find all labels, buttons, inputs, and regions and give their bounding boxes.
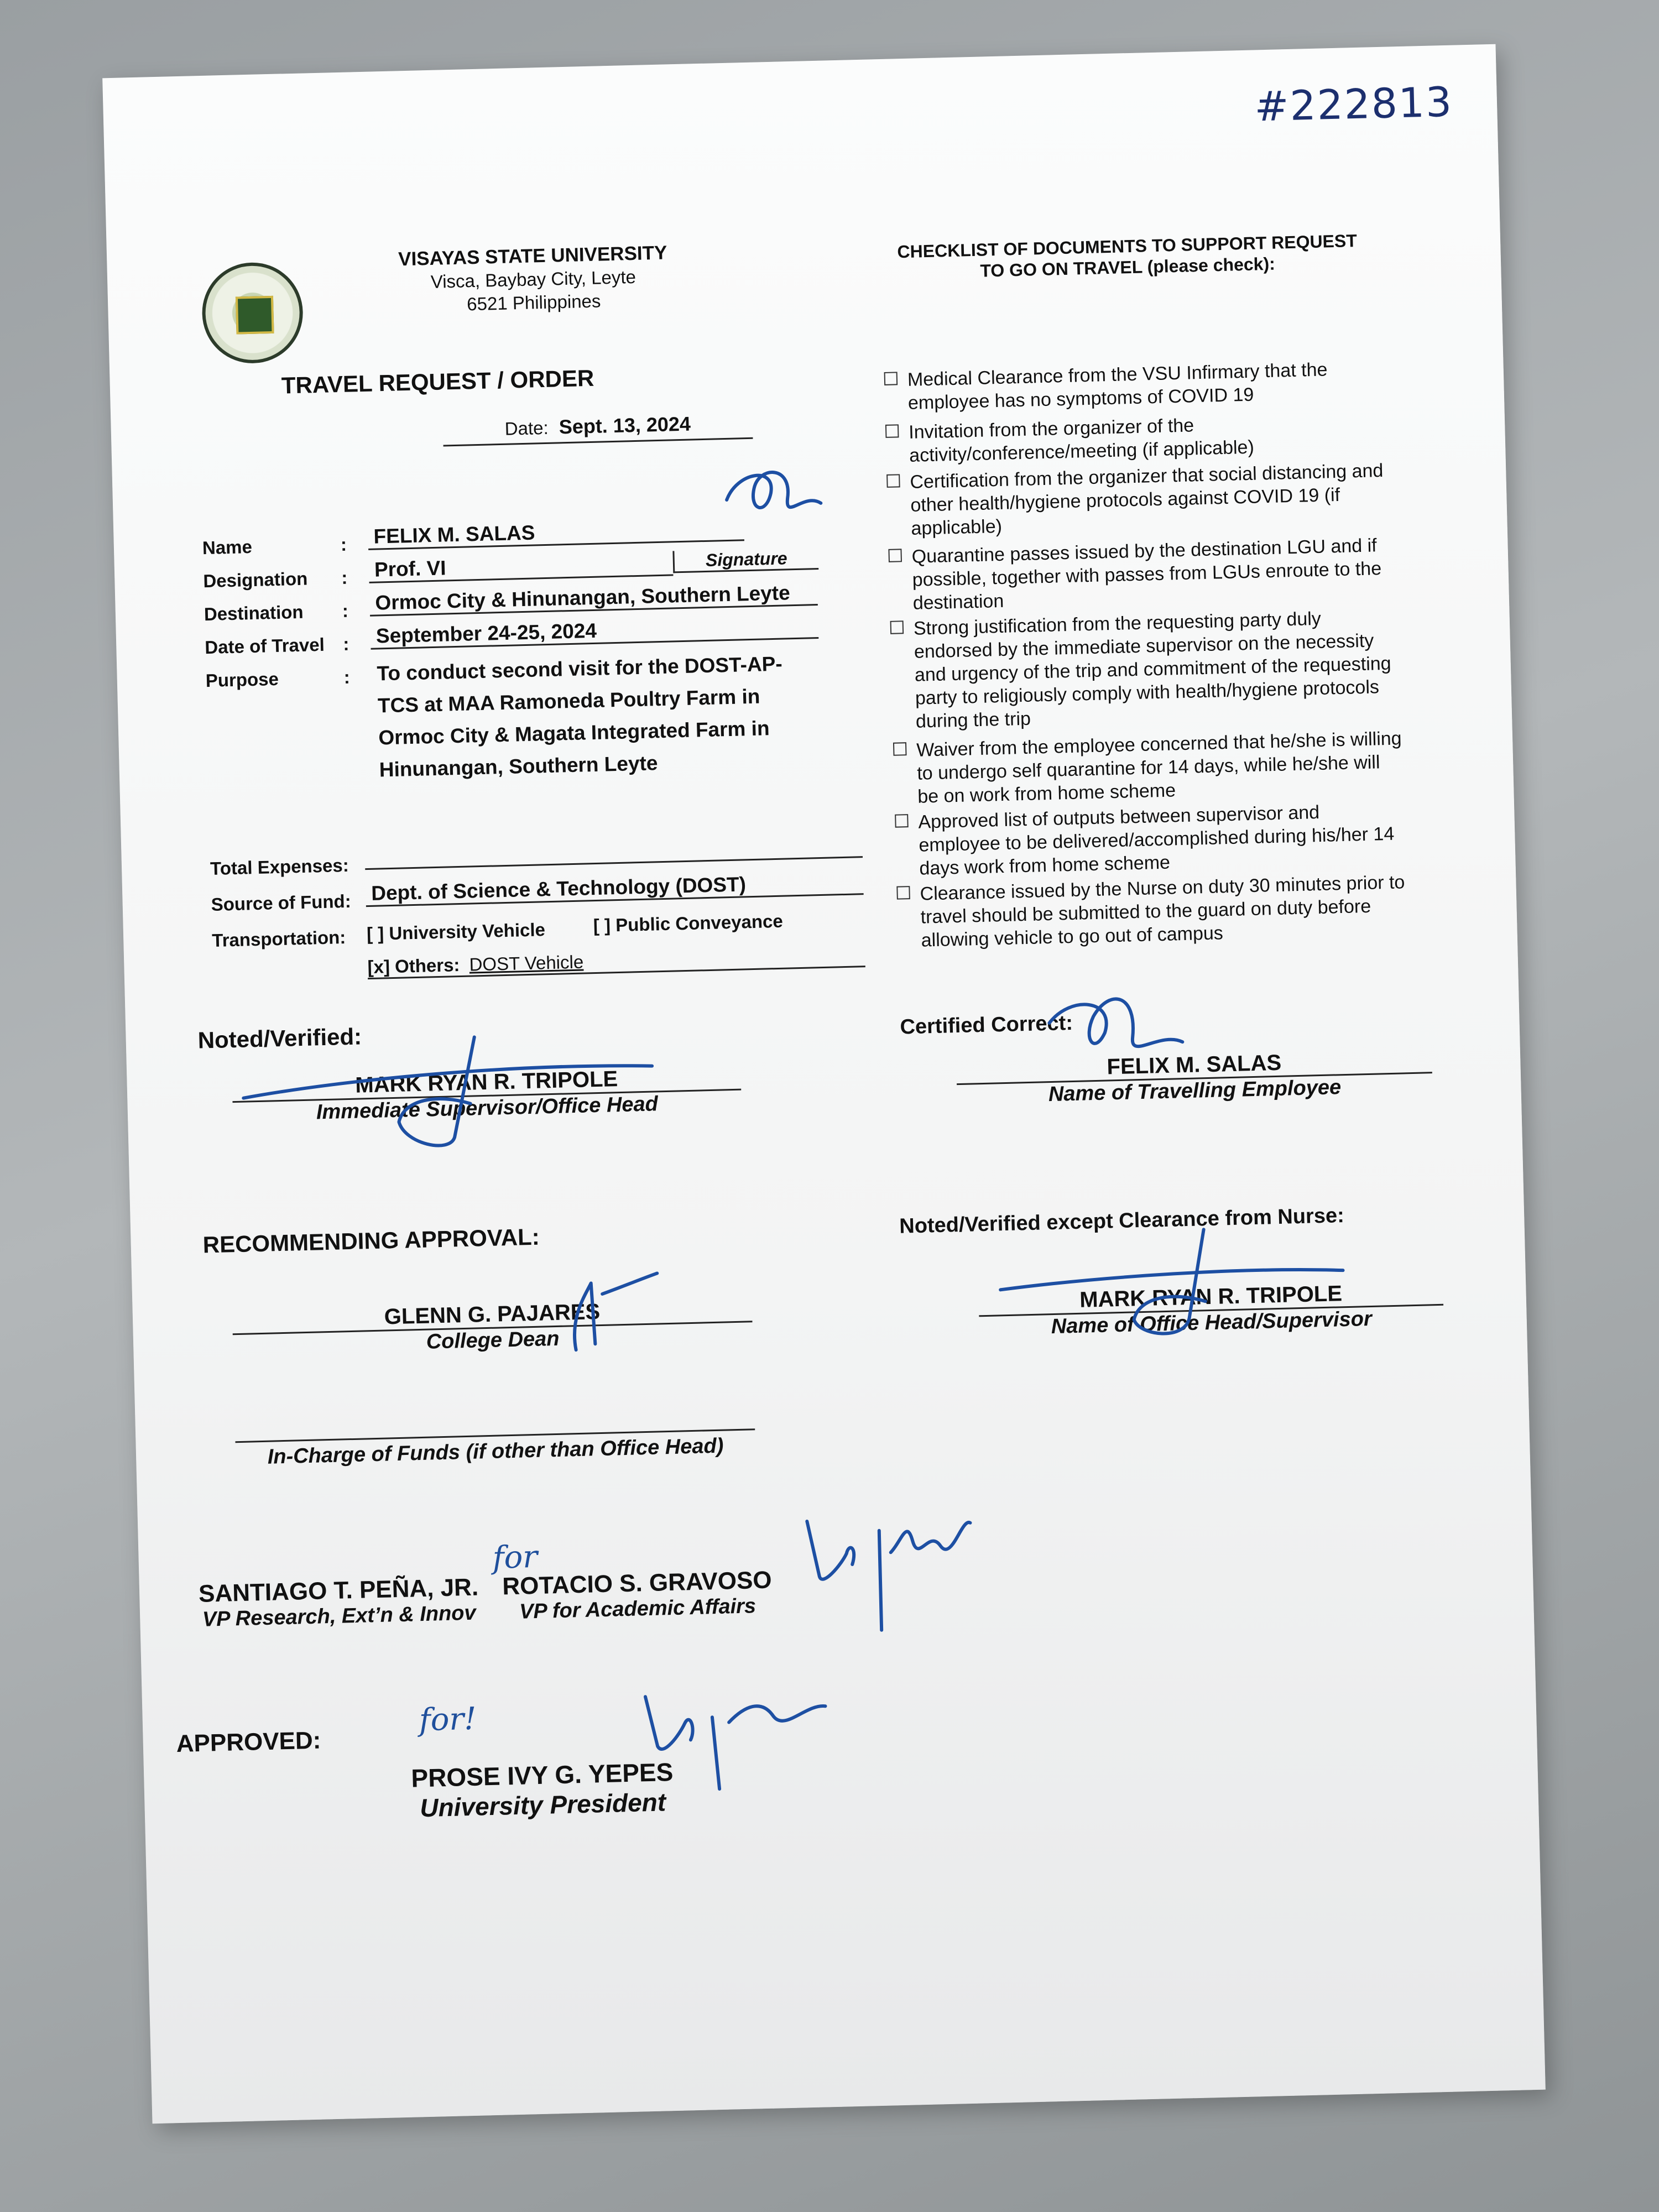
funds-role: In-Charge of Funds (if other than Office Head) (267, 1434, 724, 1469)
dean-role: College Dean (426, 1327, 560, 1354)
supervisor-name: MARK RYAN R. TRIPOLE (232, 1064, 741, 1103)
checkbox-icon (890, 620, 904, 634)
date-of-travel-value: September 24-25, 2024 (370, 614, 818, 650)
vp-academic-role: VP for Academic Affairs (519, 1594, 757, 1624)
transport-others-value: DOST Vehicle (469, 951, 584, 975)
employee-signature-icon (714, 459, 827, 539)
noted-verified-label: Noted/Verified: (197, 1023, 362, 1053)
noted-except-nurse-label: Noted/Verified except Clearance from Nurse: (899, 1204, 1345, 1238)
supervisor-role: Immediate Supervisor/Office Head (316, 1092, 659, 1124)
name-label: Name (202, 536, 253, 559)
checklist-item: Clearance issued by the Nurse on duty 30 minutes prior to travel should be submitted to the guard on duty before allowing vehicle to go out of campus (896, 870, 1429, 952)
transport-public-option: [ ] Public Conveyance (593, 910, 784, 936)
signature-label: Signature (672, 547, 818, 573)
control-number: #222813 (1254, 78, 1454, 131)
source-of-fund-label: Source of Fund: (211, 890, 352, 915)
employee-block (956, 1047, 1433, 1109)
vp-academic-name: ROTACIO S. GRAVOSO (502, 1566, 773, 1600)
university-address-line2: 6521 Philippines (466, 290, 601, 315)
checklist-item: Waiver from the employee concerned that he/she is willing to undergo self quarantine for 14 days, while he/she will be on work from home scheme (893, 726, 1426, 808)
checkbox-icon (888, 549, 902, 562)
transport-others-label: [x] Others: (367, 954, 460, 978)
approved-label: APPROVED: (176, 1726, 321, 1757)
transport-university-option: [ ] University Vehicle (366, 919, 546, 945)
purpose-label: Purpose (205, 668, 279, 691)
colon: : (342, 633, 349, 655)
checkbox-icon (886, 474, 900, 488)
vp-research-role: VP Research, Ext’n & Innov (202, 1601, 477, 1631)
checklist-item: Medical Clearance from the VSU Infirmary that the employee has no symptoms of COVID 19 (884, 356, 1416, 415)
purpose-value: To conduct second visit for the DOST-AP-TCS at MAA Ramoneda Poultry Farm in Ormoc City & Magata Integrated Farm in Hinunangan, Southern Leyte (377, 652, 783, 781)
vp-academic-signature-icon (796, 1506, 976, 1638)
handwritten-for-note: for! (419, 1700, 477, 1739)
source-of-fund-value: Dept. of Science & Technology (DOST) (366, 870, 864, 907)
dean-signature-icon (552, 1270, 665, 1356)
total-expenses-line (365, 856, 863, 870)
document-page (102, 44, 1546, 2124)
transport-others-row (367, 945, 865, 979)
name-value: FELIX M. SALAS (368, 516, 744, 550)
checklist-item: Approved list of outputs between supervisor and employee to be delivered/accomplished during his/her 14 days work from home scheme (895, 798, 1427, 880)
checklist-title: CHECKLIST OF DOCUMENTS TO SUPPORT REQUEST TO GO ON TRAVEL (please check): (897, 231, 1358, 281)
employee-role: Name of Travelling Employee (1048, 1076, 1342, 1107)
checklist-item: Strong justification from the requesting party duly endorsed by the immediate supervisor on the necessity and urgency of the trip and commitment of the requesting party to religiously comply with health/hygiene protocols during the trip (890, 604, 1423, 733)
certified-correct-label: Certified Correct: (900, 1011, 1073, 1039)
supervisor-signature-icon (237, 1027, 660, 1148)
document-title: TRAVEL REQUEST / ORDER (281, 364, 594, 399)
vp-academic-block (493, 1566, 781, 1625)
president-name: PROSE IVY G. YEPES (410, 1757, 674, 1793)
office-head-name: MARK RYAN R. TRIPOLE (978, 1279, 1443, 1317)
employee-name: FELIX M. SALAS (956, 1047, 1432, 1085)
vp-research-block (184, 1573, 494, 1632)
designation-value: Prof. VI (369, 551, 674, 583)
office-head-signature-icon (994, 1220, 1350, 1351)
president-signature-icon (639, 1681, 830, 1796)
checklist-item: Quarantine passes issued by the destination LGU and if possible, together with passes from LGUs enroute to the destination (888, 533, 1421, 615)
recommending-approval-label: RECOMMENDING APPROVAL: (202, 1223, 540, 1258)
colon: : (342, 600, 349, 622)
office-head-role: Name of Office Head/Supervisor (1051, 1307, 1373, 1339)
date-label: Date: (504, 417, 549, 439)
destination-value: Ormoc City & Hinunangan, Southern Leyte (369, 581, 818, 617)
checkbox-icon (885, 424, 899, 438)
university-name: VISAYAS STATE UNIVERSITY (398, 242, 667, 270)
colon: : (343, 666, 351, 687)
transportation-label: Transportation: (211, 927, 346, 951)
handwritten-for-note: for (492, 1538, 538, 1576)
date-of-travel-label: Date of Travel (204, 634, 325, 658)
checkbox-icon (893, 742, 907, 756)
total-expenses-label: Total Expenses: (210, 854, 349, 879)
dean-block (232, 1296, 753, 1359)
university-header (339, 240, 728, 319)
vp-research-name: SANTIAGO T. PEÑA, JR. (198, 1573, 479, 1608)
employee-signature-icon (1037, 987, 1194, 1079)
checkbox-icon (884, 372, 898, 385)
date-value: Sept. 13, 2024 (559, 412, 691, 439)
colon: : (341, 567, 348, 588)
dean-name: GLENN G. PAJARES (232, 1296, 753, 1335)
colon: : (340, 534, 347, 555)
checklist-item: Certification from the organizer that social distancing and other health/hygiene protocols against COVID 19 (if applicable) (886, 458, 1419, 540)
designation-label: Designation (202, 568, 308, 592)
university-seal-icon (201, 262, 304, 364)
president-role: University President (419, 1787, 666, 1823)
university-address-line1: Visca, Baybay City, Leyte (430, 266, 637, 292)
checklist-item: Invitation from the organizer of the activity/conference/meeting (if applicable) (885, 408, 1417, 467)
checkbox-icon (895, 814, 909, 828)
destination-label: Destination (204, 601, 304, 625)
funds-block (235, 1428, 755, 1470)
date-row (442, 411, 753, 447)
checkbox-icon (896, 886, 910, 900)
